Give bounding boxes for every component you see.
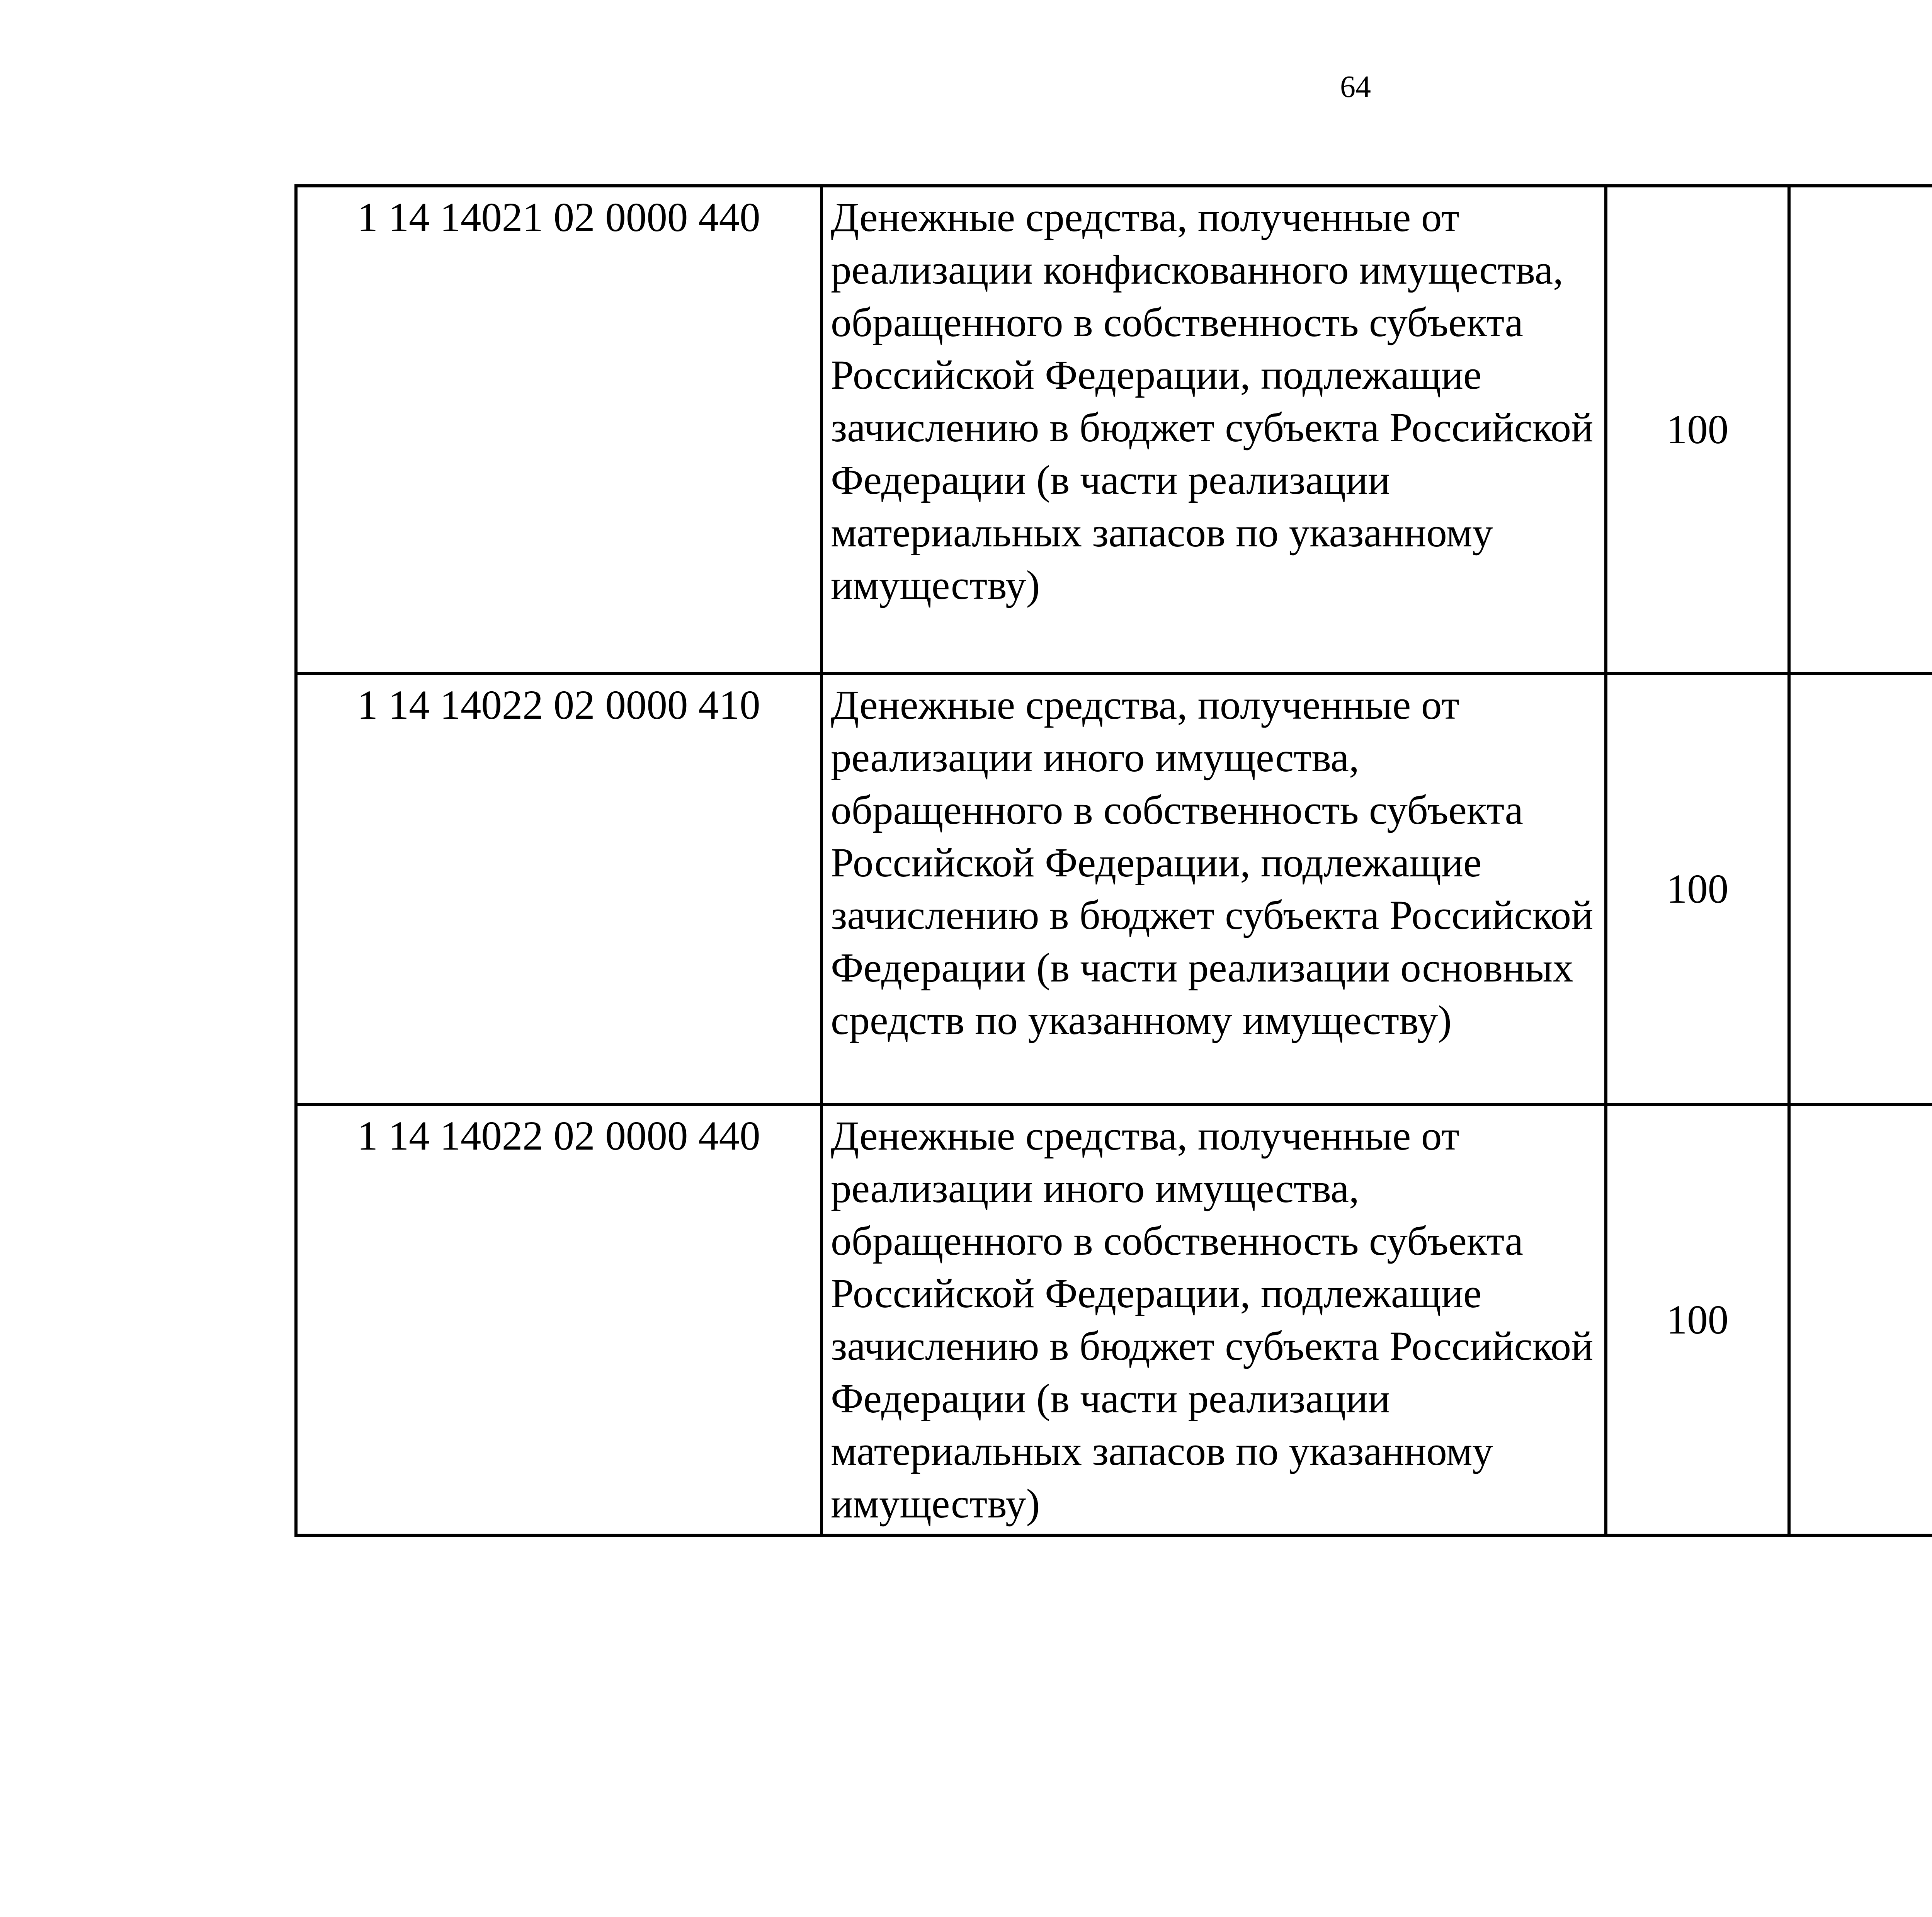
budget-code-cell: 1 14 14021 02 0000 440 <box>296 186 821 674</box>
empty-cell <box>1789 1104 1932 1535</box>
budget-code-cell: 1 14 14022 02 0000 410 <box>296 674 821 1104</box>
page-number: 64 <box>1340 70 1371 104</box>
budget-code-cell: 1 14 14022 02 0000 440 <box>296 1104 821 1535</box>
empty-cell <box>1789 186 1932 674</box>
table-row <box>296 186 1932 674</box>
description-cell: Денежные средства, полученные от реализации иного имущества, обращенного в собственность субъекта Российской Федерации, подлежащие зачислению в бюджет субъекта Российской Федерации (в части реализации основных средств по указанному имуществу) <box>821 674 1606 1104</box>
norm-percent-cell: 100 <box>1606 1104 1789 1535</box>
table-row <box>296 674 1932 1104</box>
norm-percent-cell: 100 <box>1606 186 1789 674</box>
description-cell: Денежные средства, полученные от реализации конфискованного имущества, обращенного в собственность субъекта Российской Федерации, подлежащие зачислению в бюджет субъекта Российской Федерации (в части реализации материальных запасов по указанному имуществу) <box>821 186 1606 674</box>
table-row <box>296 1104 1932 1535</box>
empty-cell <box>1789 674 1932 1104</box>
revenue-table <box>294 184 1932 1537</box>
description-cell: Денежные средства, полученные от реализации иного имущества, обращенного в собственность субъекта Российской Федерации, подлежащие зачислению в бюджет субъекта Российской Федерации (в части реализации материальных запасов по указанному имуществу) <box>821 1104 1606 1535</box>
norm-percent-cell: 100 <box>1606 674 1789 1104</box>
